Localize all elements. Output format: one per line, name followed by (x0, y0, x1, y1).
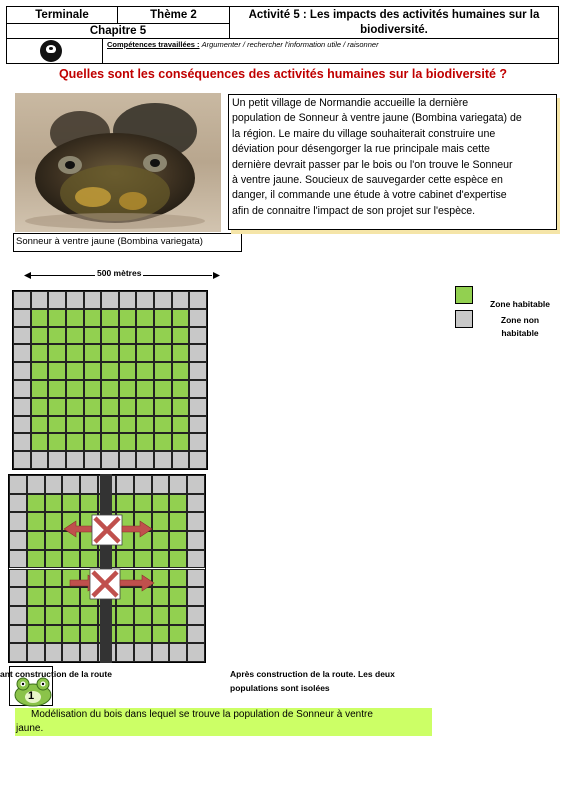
habitable-cell (84, 309, 102, 327)
non-habitable-cell (13, 416, 31, 434)
non-habitable-cell (13, 380, 31, 398)
habitable-cell (136, 327, 154, 345)
arrow-left-icon (64, 521, 96, 537)
non-habitable-cell (13, 451, 31, 469)
scale-arrow-right-icon (213, 272, 220, 279)
habitable-cell (136, 433, 154, 451)
competences-text: Argumenter / rechercher l'information utile / raisonner (201, 40, 379, 49)
habitable-cell (116, 606, 134, 625)
habitable-cell (169, 531, 187, 550)
non-habitable-cell (154, 291, 172, 309)
story-line: Un petit village de Normandie accueille la dernière (232, 97, 469, 109)
habitable-cell (116, 494, 134, 513)
non-habitable-cell (189, 416, 207, 434)
non-habitable-cell (189, 433, 207, 451)
habitable-cell (48, 309, 66, 327)
habitable-cell (134, 494, 152, 513)
habitable-cell (154, 433, 172, 451)
habitable-cell (45, 494, 63, 513)
non-habitable-cell (187, 531, 205, 550)
non-habitable-cell (9, 494, 27, 513)
habitable-cell (136, 398, 154, 416)
habitable-cell (27, 531, 45, 550)
non-habitable-cell (13, 309, 31, 327)
habitable-cell (119, 380, 137, 398)
habitable-cell (136, 362, 154, 380)
legend-non-habitable-line1: Zone non (500, 315, 540, 325)
story-line: population de Sonneur à ventre jaune (Bombina variegata) de (232, 112, 522, 125)
habitable-cell (45, 512, 63, 531)
story-line: danger, il commande une étude à votre cabinet d'expertise (232, 189, 507, 202)
non-habitable-cell (31, 291, 49, 309)
habitable-cell (169, 606, 187, 625)
after-road-label-line2: populations sont isolées (230, 683, 330, 693)
before-road-label: ant construction de la route (0, 669, 112, 679)
habitable-cell (172, 398, 190, 416)
non-habitable-cell (13, 344, 31, 362)
habitable-cell (66, 327, 84, 345)
habitable-cell (45, 606, 63, 625)
habitable-cell (27, 625, 45, 644)
habitable-cell (27, 512, 45, 531)
non-habitable-cell (13, 291, 31, 309)
story-line: à ventre jaune. Soucieux de sauvegarder cette espèce en (232, 174, 503, 187)
habitable-cell (101, 433, 119, 451)
habitable-cell (84, 344, 102, 362)
legend-habitable-label: Zone habitable (490, 299, 550, 309)
brain-icon (40, 40, 62, 62)
habitable-cell (66, 433, 84, 451)
habitable-cell (134, 625, 152, 644)
non-habitable-cell (172, 291, 190, 309)
non-habitable-cell (189, 362, 207, 380)
habitable-cell (62, 494, 80, 513)
habitable-cell (119, 327, 137, 345)
habitable-cell (48, 398, 66, 416)
non-habitable-cell (134, 475, 152, 494)
photo-caption: Sonneur à ventre jaune (Bombina variegata) (13, 233, 242, 252)
habitable-cell (101, 380, 119, 398)
non-habitable-cell (13, 327, 31, 345)
non-habitable-cell (189, 451, 207, 469)
blocked-crossing-top (62, 512, 158, 552)
non-habitable-cell (187, 512, 205, 531)
non-habitable-cell (31, 451, 49, 469)
non-habitable-cell (134, 643, 152, 662)
non-habitable-cell (48, 451, 66, 469)
non-habitable-cell (187, 643, 205, 662)
habitable-cell (80, 606, 98, 625)
legend-habitable-swatch (455, 286, 473, 304)
habitable-cell (84, 380, 102, 398)
habitable-cell (101, 344, 119, 362)
non-habitable-cell (66, 291, 84, 309)
habitable-cell (119, 344, 137, 362)
non-habitable-cell (13, 433, 31, 451)
after-road-label-line1: Après construction de la route. Les deux (230, 669, 395, 679)
habitable-cell (119, 362, 137, 380)
habitable-cell (31, 398, 49, 416)
header-activity-line1: Activité 5 : Les impacts des activités humaines sur la (248, 9, 540, 21)
non-habitable-cell (189, 309, 207, 327)
habitable-cell (66, 309, 84, 327)
habitable-cell (84, 327, 102, 345)
after-road-label (230, 667, 395, 695)
non-habitable-cell (101, 291, 119, 309)
habitable-cell (45, 569, 63, 588)
habitable-cell (31, 380, 49, 398)
non-habitable-cell (9, 587, 27, 606)
blocked-crossing-bottom (68, 566, 160, 604)
habitable-cell (101, 362, 119, 380)
non-habitable-cell (13, 362, 31, 380)
scale-arrow-left-icon (24, 272, 31, 279)
header-activity-line2: biodiversité. (360, 24, 428, 36)
habitable-cell (169, 587, 187, 606)
habitable-cell (172, 309, 190, 327)
habitable-cell (84, 433, 102, 451)
non-habitable-cell (154, 451, 172, 469)
habitable-cell (45, 531, 63, 550)
habitable-cell (101, 309, 119, 327)
habitable-cell (84, 362, 102, 380)
habitable-cell (154, 344, 172, 362)
habitable-cell (27, 606, 45, 625)
non-habitable-cell (136, 451, 154, 469)
non-habitable-cell (116, 643, 134, 662)
habitable-cell (101, 398, 119, 416)
non-habitable-cell (152, 643, 170, 662)
habitable-cell (154, 309, 172, 327)
habitable-cell (45, 550, 63, 569)
header-level: Terminale (35, 9, 89, 21)
habitable-cell (172, 380, 190, 398)
non-habitable-cell (80, 643, 98, 662)
habitable-cell (154, 362, 172, 380)
non-habitable-cell (189, 398, 207, 416)
non-habitable-cell (27, 643, 45, 662)
non-habitable-cell (9, 606, 27, 625)
competences-label: Compétences travaillées : (107, 40, 200, 49)
non-habitable-cell (9, 625, 27, 644)
habitable-cell (48, 416, 66, 434)
non-habitable-cell (172, 451, 190, 469)
habitable-cell (119, 433, 137, 451)
non-habitable-cell (189, 380, 207, 398)
non-habitable-cell (27, 475, 45, 494)
story-line: la région. Le maire du village souhaiterait construire une (232, 127, 496, 140)
habitable-cell (31, 344, 49, 362)
header-activity-cell (230, 7, 558, 39)
non-habitable-cell (169, 643, 187, 662)
habitable-cell (116, 625, 134, 644)
habitable-cell (152, 494, 170, 513)
habitable-cell (136, 309, 154, 327)
non-habitable-cell (152, 475, 170, 494)
habitable-cell (66, 398, 84, 416)
habitable-cell (101, 416, 119, 434)
habitable-cell (45, 625, 63, 644)
non-habitable-cell (84, 291, 102, 309)
habitable-cell (66, 416, 84, 434)
header-theme: Thème 2 (150, 9, 197, 21)
non-habitable-cell (62, 475, 80, 494)
non-habitable-cell (45, 643, 63, 662)
header-chapter-cell (7, 24, 230, 39)
habitable-cell (172, 433, 190, 451)
habitable-cell (62, 606, 80, 625)
non-habitable-cell (187, 569, 205, 588)
habitat-grid-before (12, 290, 208, 470)
non-habitable-cell (9, 475, 27, 494)
habitable-cell (62, 625, 80, 644)
model-caption-line2: jaune. (16, 723, 44, 734)
habitable-cell (136, 344, 154, 362)
habitable-cell (48, 433, 66, 451)
non-habitable-cell (45, 475, 63, 494)
non-habitable-cell (187, 625, 205, 644)
habitable-cell (80, 625, 98, 644)
non-habitable-cell (13, 398, 31, 416)
non-habitable-cell (84, 451, 102, 469)
non-habitable-cell (9, 512, 27, 531)
legend-non-habitable-line2: habitable (501, 328, 539, 338)
habitable-cell (45, 587, 63, 606)
habitable-cell (154, 398, 172, 416)
habitable-cell (31, 362, 49, 380)
habitable-cell (152, 606, 170, 625)
habitable-cell (27, 587, 45, 606)
non-habitable-cell (189, 344, 207, 362)
arrow-right-icon (122, 521, 152, 537)
non-habitable-cell (187, 550, 205, 569)
habitable-cell (84, 398, 102, 416)
badge-number: 1 (28, 690, 35, 702)
habitable-cell (119, 416, 137, 434)
habitable-cell (152, 625, 170, 644)
non-habitable-cell (189, 291, 207, 309)
habitable-cell (27, 494, 45, 513)
legend-non-habitable-swatch (455, 310, 473, 328)
habitable-cell (48, 362, 66, 380)
habitable-cell (169, 550, 187, 569)
habitable-cell (154, 416, 172, 434)
habitable-cell (172, 344, 190, 362)
habitable-cell (154, 380, 172, 398)
non-habitable-cell (62, 643, 80, 662)
habitable-cell (66, 362, 84, 380)
non-habitable-cell (9, 643, 27, 662)
header-theme-cell (118, 7, 230, 24)
non-habitable-cell (169, 475, 187, 494)
header-chapter: Chapitre 5 (89, 25, 147, 37)
non-habitable-cell (187, 475, 205, 494)
model-caption (15, 708, 432, 736)
non-habitable-cell (9, 569, 27, 588)
habitable-cell (134, 606, 152, 625)
habitable-cell (101, 327, 119, 345)
non-habitable-cell (80, 475, 98, 494)
non-habitable-cell (9, 550, 27, 569)
non-habitable-cell (9, 531, 27, 550)
habitable-cell (119, 309, 137, 327)
habitable-cell (66, 344, 84, 362)
habitable-cell (172, 327, 190, 345)
habitable-cell (80, 494, 98, 513)
habitable-cell (31, 433, 49, 451)
habitable-cell (169, 569, 187, 588)
non-habitable-cell (187, 606, 205, 625)
header-level-cell (7, 7, 118, 24)
non-habitable-cell (187, 494, 205, 513)
habitable-cell (172, 362, 190, 380)
model-caption-line1: Modélisation du bois dans lequel se trouve la population de Sonneur à ventre (31, 709, 373, 720)
non-habitable-cell (119, 451, 137, 469)
arrow-right-icon (120, 575, 154, 591)
habitable-cell (31, 327, 49, 345)
story-line: afin de connaitre l'impact de son projet sur l'espèce. (232, 204, 476, 217)
habitable-cell (169, 625, 187, 644)
habitable-cell (66, 380, 84, 398)
header-table (6, 6, 559, 64)
story-text-box (228, 94, 557, 230)
habitable-cell (48, 327, 66, 345)
story-line: déviation pour désengorger la rue principale mais cette (232, 143, 490, 156)
non-habitable-cell (189, 327, 207, 345)
non-habitable-cell (48, 291, 66, 309)
main-question: Quelles sont les conséquences des activités humaines sur la biodiversité ? (58, 67, 508, 81)
non-habitable-cell (187, 587, 205, 606)
habitable-cell (48, 380, 66, 398)
scale-label: 500 mètres (97, 268, 142, 278)
habitable-cell (31, 309, 49, 327)
habitable-cell (27, 569, 45, 588)
habitable-cell (27, 550, 45, 569)
non-habitable-cell (119, 291, 137, 309)
legend-non-habitable-label (484, 314, 556, 340)
habitable-cell (136, 380, 154, 398)
story-line: dernière devrait passer par le bois ou l'on trouve le Sonneur (232, 158, 513, 171)
habitable-cell (48, 344, 66, 362)
habitable-cell (154, 327, 172, 345)
non-habitable-cell (66, 451, 84, 469)
non-habitable-cell (101, 451, 119, 469)
toad-photo (15, 93, 221, 232)
non-habitable-cell (136, 291, 154, 309)
habitable-cell (172, 416, 190, 434)
habitable-cell (169, 512, 187, 531)
header-competences (107, 40, 379, 50)
habitable-cell (169, 494, 187, 513)
habitable-cell (84, 416, 102, 434)
non-habitable-cell (116, 475, 134, 494)
habitable-cell (31, 416, 49, 434)
habitable-cell (136, 416, 154, 434)
habitable-cell (119, 398, 137, 416)
